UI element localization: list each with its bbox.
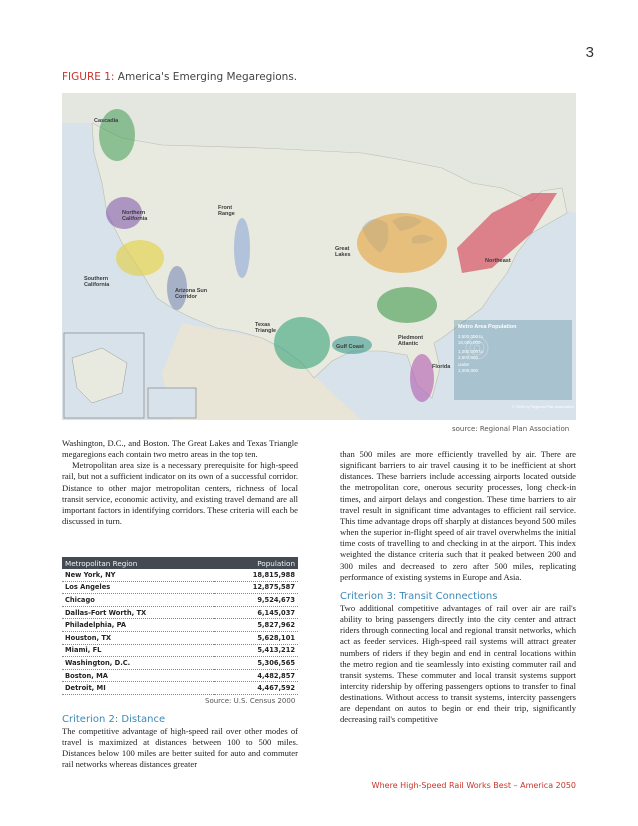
table-row [62,682,298,695]
cell-population: 6,145,037 [214,606,298,619]
map-copyright: © 2008 by Regional Plan Association [512,405,575,409]
left-column-text [62,438,298,527]
cell-region: Chicago [62,594,214,607]
cell-region: Boston, MA [62,669,214,682]
cell-region: Dallas-Fort Worth, TX [62,606,214,619]
cell-population: 4,482,857 [214,669,298,682]
table-source: Source: U.S. Census 2000 [205,697,296,705]
table-row [62,657,298,670]
page-footer: Where High-Speed Rail Works Best – America 2050 [371,781,576,790]
label-cascadia: Cascadia [94,118,119,124]
cell-population: 5,628,101 [214,631,298,644]
right-column-text [340,449,576,726]
population-table [62,557,298,695]
label-florida: Florida [432,364,451,370]
region-piedmont [377,287,437,323]
table-row [62,569,298,581]
region-front-range [234,218,250,278]
label-gulf-coast: Gulf Coast [336,344,364,350]
figure-title [62,71,297,83]
label-northern-california: Northern California [122,210,148,222]
left-paragraph-2: Metropolitan area size is a necessary prerequisite for high-speed rail, but not a sufficient indicator on its own of a successful corridor. Distance to other major metropolitan centers, richness of local transit service, economic activity, and existing travel demand are all important factors in identifying corridors. These criteria will each be discussed in turn. [62,460,298,527]
left-paragraph-1: Washington, D.C., and Boston. The Great Lakes and Texas Triangle megaregions each contain two metro areas in the top ten. [62,438,298,460]
figure-source: source: Regional Plan Association [452,425,570,433]
table-row [62,644,298,657]
label-northeast: Northeast [485,258,511,264]
table-row [62,581,298,594]
cell-population: 5,306,565 [214,657,298,670]
legend-title: Metro Area Population [458,324,517,330]
criterion-2-text: The competitive advantage of high-speed rail over other modes of travel is maximized at distances between 100 to 500 miles. Distances below 100 miles are better suited for auto and commuter rail networks whereas distances greater [62,726,298,770]
criterion-2-section [62,714,298,771]
label-piedmont-atlantic: Piedmont Atlantic [398,335,424,347]
table-header-row [62,557,298,569]
region-socal [116,240,164,276]
cell-population: 5,413,212 [214,644,298,657]
cell-population: 4,467,592 [214,682,298,695]
table-row [62,619,298,632]
table-row [62,631,298,644]
cell-region: Washington, D.C. [62,657,214,670]
region-florida [410,354,434,402]
cell-population: 9,524,673 [214,594,298,607]
criterion-3-heading: Criterion 3: Transit Connections [340,590,498,602]
figure-title-text: America's Emerging Megaregions. [117,71,298,83]
cell-region: Philadelphia, PA [62,619,214,632]
megaregions-map [62,93,576,420]
label-southern-california: Southern California [84,276,110,288]
right-paragraph-1: than 500 miles are more efficiently travelled by air. There are significant barriers to air travel causing it to be inefficient at short distances. These barriers include accessing airports located outside the metropolitan core, onerous security processes, long check-in times, and airport delays and congestion. These time barriers to air travel result in significant time advantages to efficient rail service. This time advantage drops off sharply at distances beyond 500 miles when the superior in-flight speed of air travel overwhelms the initial time costs of travelling to and checking in at the airport. This index weighted the distance criteria such that it peaked between 200 and 300 miles and decreased to zero after 500 miles, replicating performance of existing systems in Europe and Asia. [340,449,576,582]
cell-population: 5,827,962 [214,619,298,632]
figure-label: FIGURE 1: [62,71,115,83]
label-front-range: Front Range [218,205,235,217]
table-row [62,594,298,607]
legend-item-medium: 1,000,000 to 2,500,000 [458,349,484,360]
inset-hawaii [148,388,196,418]
cell-population: 12,875,587 [214,581,298,594]
table-row [62,669,298,682]
cell-region: Miami, FL [62,644,214,657]
label-texas-triangle: Texas Triangle [255,322,277,334]
header-population: Population [214,557,298,569]
map-graphic [62,93,576,420]
legend-item-small: under 1,000,000 [458,362,479,373]
cell-region: New York, NY [62,569,214,581]
legend-item-large: 2,500,000 to 10,000,000 [458,334,484,345]
table-row [62,606,298,619]
criterion-2-heading: Criterion 2: Distance [62,714,166,725]
cell-population: 18,815,988 [214,569,298,581]
label-great-lakes: Great Lakes [335,246,351,258]
region-great-lakes [357,213,447,273]
page-number: 3 [585,44,594,61]
header-metro-region: Metropolitan Region [62,557,214,569]
region-cascadia [99,109,135,161]
cell-region: Los Angeles [62,581,214,594]
cell-region: Houston, TX [62,631,214,644]
criterion-3-text: Two additional competitive advantages of rail over air are rail's ability to bring passengers directly into the city center and attract riders through connecting local and regional transit networks, which act as feeder services. High-speed rail systems will attract greater numbers of riders if they begin and end in central locations within the metro region and tie seamlessly into existing commuter rail and transit systems. These commuter and local transit systems support intercity ridership by offering passengers options to transfer to final destinations. Without access to transit systems, intercity passengers are dependant on autos to begin or end their trip, significantly decreasing rail's competitive [340,602,576,725]
cell-region: Detroit, MI [62,682,214,695]
label-arizona-sun-corridor: Arizona Sun Corridor [175,288,208,300]
